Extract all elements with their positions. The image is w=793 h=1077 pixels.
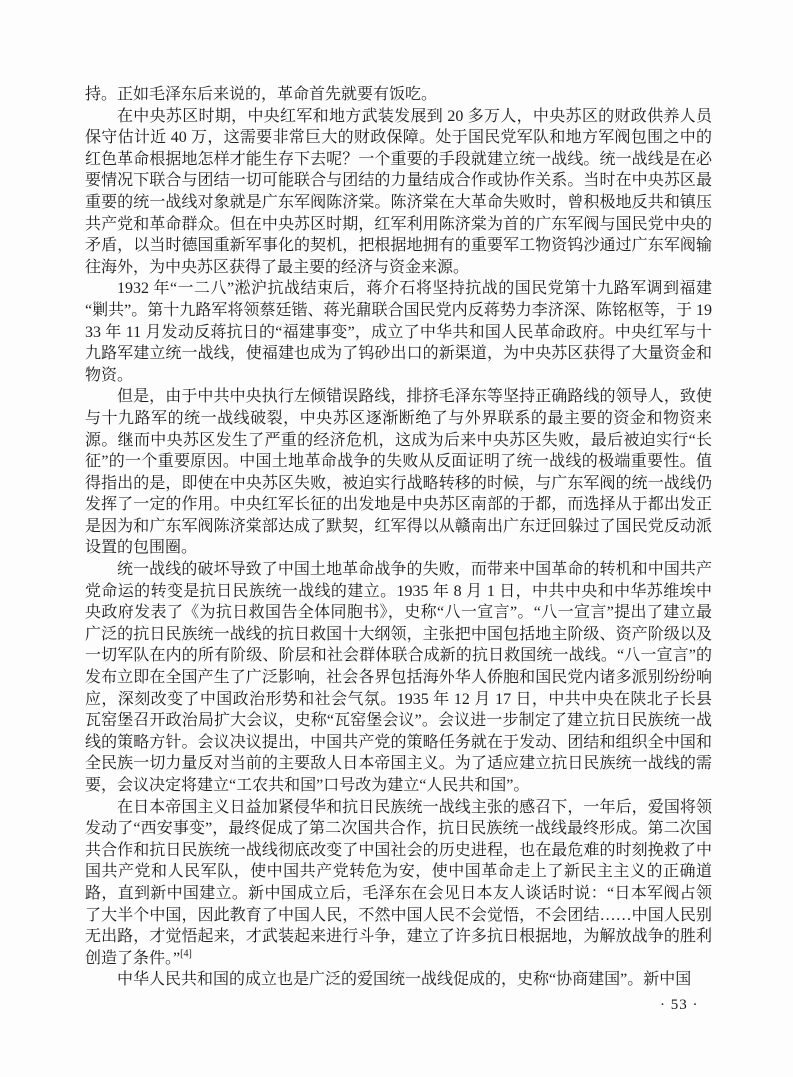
paragraph-fujian-incident <box>85 278 712 386</box>
paragraph-continuation <box>85 84 712 106</box>
paragraph-august-first-declaration-wayaobao <box>85 559 712 797</box>
paragraph-central-soviet-united-front <box>85 106 712 279</box>
paragraph-text: 持。正如毛泽东后来说的，革命首先就要有饭吃。 <box>85 86 438 103</box>
paragraph-united-front-breakdown-long-march <box>85 386 712 559</box>
paragraph-text: 1932 年“一二八”淞沪抗战结束后，蒋介石将坚持抗战的国民党第十九路军调到福建“剿共”。第十九路军将领蔡廷锴、蒋光鼐联合国民党内反蒋势力李济深、陈铭枢等，于 1933 年 11 月发动反蒋抗日的“福建事变”，成立了中华共和国人民革命政府。中央红军与十九路军建立统一战线，使福建也成为了钨砂出口的新渠道，为中央苏区获得了大量资金和物资。 <box>85 280 712 384</box>
page-text-block <box>85 84 712 991</box>
footnote-reference-4: [4] <box>180 948 192 960</box>
paragraph-text: 在中央苏区时期，中央红军和地方武装发展到 20 多万人，中央苏区的财政供养人员保守估计近 40 万，这需要非常巨大的财政保障。处于国民党军队和地方军阀包围之中的红色革命根据地怎样才能生存下去呢？一个重要的手段就建立统一战线。统一战线是在必要情况下联合与团结一切可能联合与团结的力量结成合作或协作关系。当时在中央苏区最重要的统一战线对象就是广东军阀陈济棠。陈济棠在大革命失败时，曾积极地反共和镇压共产党和革命群众。但在中央苏区时期，红军利用陈济棠为首的广东军阀与国民党中央的矛盾，以当时德国重新军事化的契机，把根据地拥有的重要军工物资钨沙通过广东军阀输往海外，为中央苏区获得了最主要的经济与资金来源。 <box>85 107 712 276</box>
paragraph-text: 中华人民共和国的成立也是广泛的爱国统一战线促成的，史称“协商建国”。新中国 <box>117 971 692 989</box>
page-number: · 53 · <box>660 997 699 1013</box>
paragraph-text: 在日本帝国主义日益加紧侵华和抗日民族统一战线主张的感召下，一年后，爱国将领发动了“西安事变”，最终促成了第二次国共合作，抗日民族统一战线最终形成。第二次国共合作和抗日民族统一战线彻底改变了中国社会的历史进程，也在最危难的时刻挽救了中国共产党和人民军队，使中国共产党转危为安，使中国革命走上了新民主主义的正确道路，直到新中国建立。新中国成立后，毛泽东在会见日本友人谈话时说：“日本军阀占领了大半个中国，因此教育了中国人民，不然中国人民不会觉悟，不会团结……中国人民别无出路，才觉悟起来，才武装起来进行斗争，建立了许多抗日根据地，为解放战争的胜利创造了条件。” <box>85 798 712 967</box>
paragraph-prc-founding <box>85 969 712 991</box>
paragraph-text: 统一战线的破坏导致了中国土地革命战争的失败，而带来中国革命的转机和中国共产党命运的转变是抗日民族统一战线的建立。1935 年 8 月 1 日，中共中央和中华苏维埃中央政府发表了《为抗日救国告全体同胞书》，史称“八一宣言”。“八一宣言”提出了建立最广泛的抗日民族统一战线的抗日救国十大纲领，主张把中国包括地主阶级、资产阶级以及一切军队在内的所有阶级、阶层和社会群体联合成新的抗日救国统一战线。“八一宣言”的发布立即在全国产生了广泛影响，社会各界包括海外华人侨胞和国民党内诸多派别纷纷响应，深刻改变了中国政治形势和社会气氛。1935 年 12 月 17 日，中共中央在陕北子长县瓦窑堡召开政治局扩大会议，史称“瓦窑堡会议”。会议进一步制定了建立抗日民族统一战线的策略方针。会议决议提出，中国共产党的策略任务就在于发动、团结和组织全中国和全民族一切力量反对当前的主要敌人日本帝国主义。为了适应建立抗日民族统一战线的需要，会议决定将建立“工农共和国”口号改为建立“人民共和国”。 <box>85 561 712 794</box>
paragraph-text: 但是，由于中共中央执行左倾错误路线，排挤毛泽东等坚持正确路线的领导人，致使与十九路军的统一战线破裂，中央苏区逐渐断绝了与外界联系的最主要的资金和物资来源。继而中央苏区发生了严重的经济危机，这成为后来中央苏区失败，最后被迫实行“长征”的一个重要原因。中国土地革命战争的失败从反面证明了统一战线的极端重要性。值得指出的是，即使在中央苏区失败，被迫实行战略转移的时候，与广东军阀的统一战线仍发挥了一定的作用。中央红军长征的出发地是中央苏区南部的于都，而选择从于都出发正是因为和广东军阀陈济棠部达成了默契，红军得以从赣南出广东迂回躲过了国民党反动派设置的包围圈。 <box>85 388 712 557</box>
paragraph-xian-incident-second-kmt-cpc-cooperation <box>85 797 712 970</box>
